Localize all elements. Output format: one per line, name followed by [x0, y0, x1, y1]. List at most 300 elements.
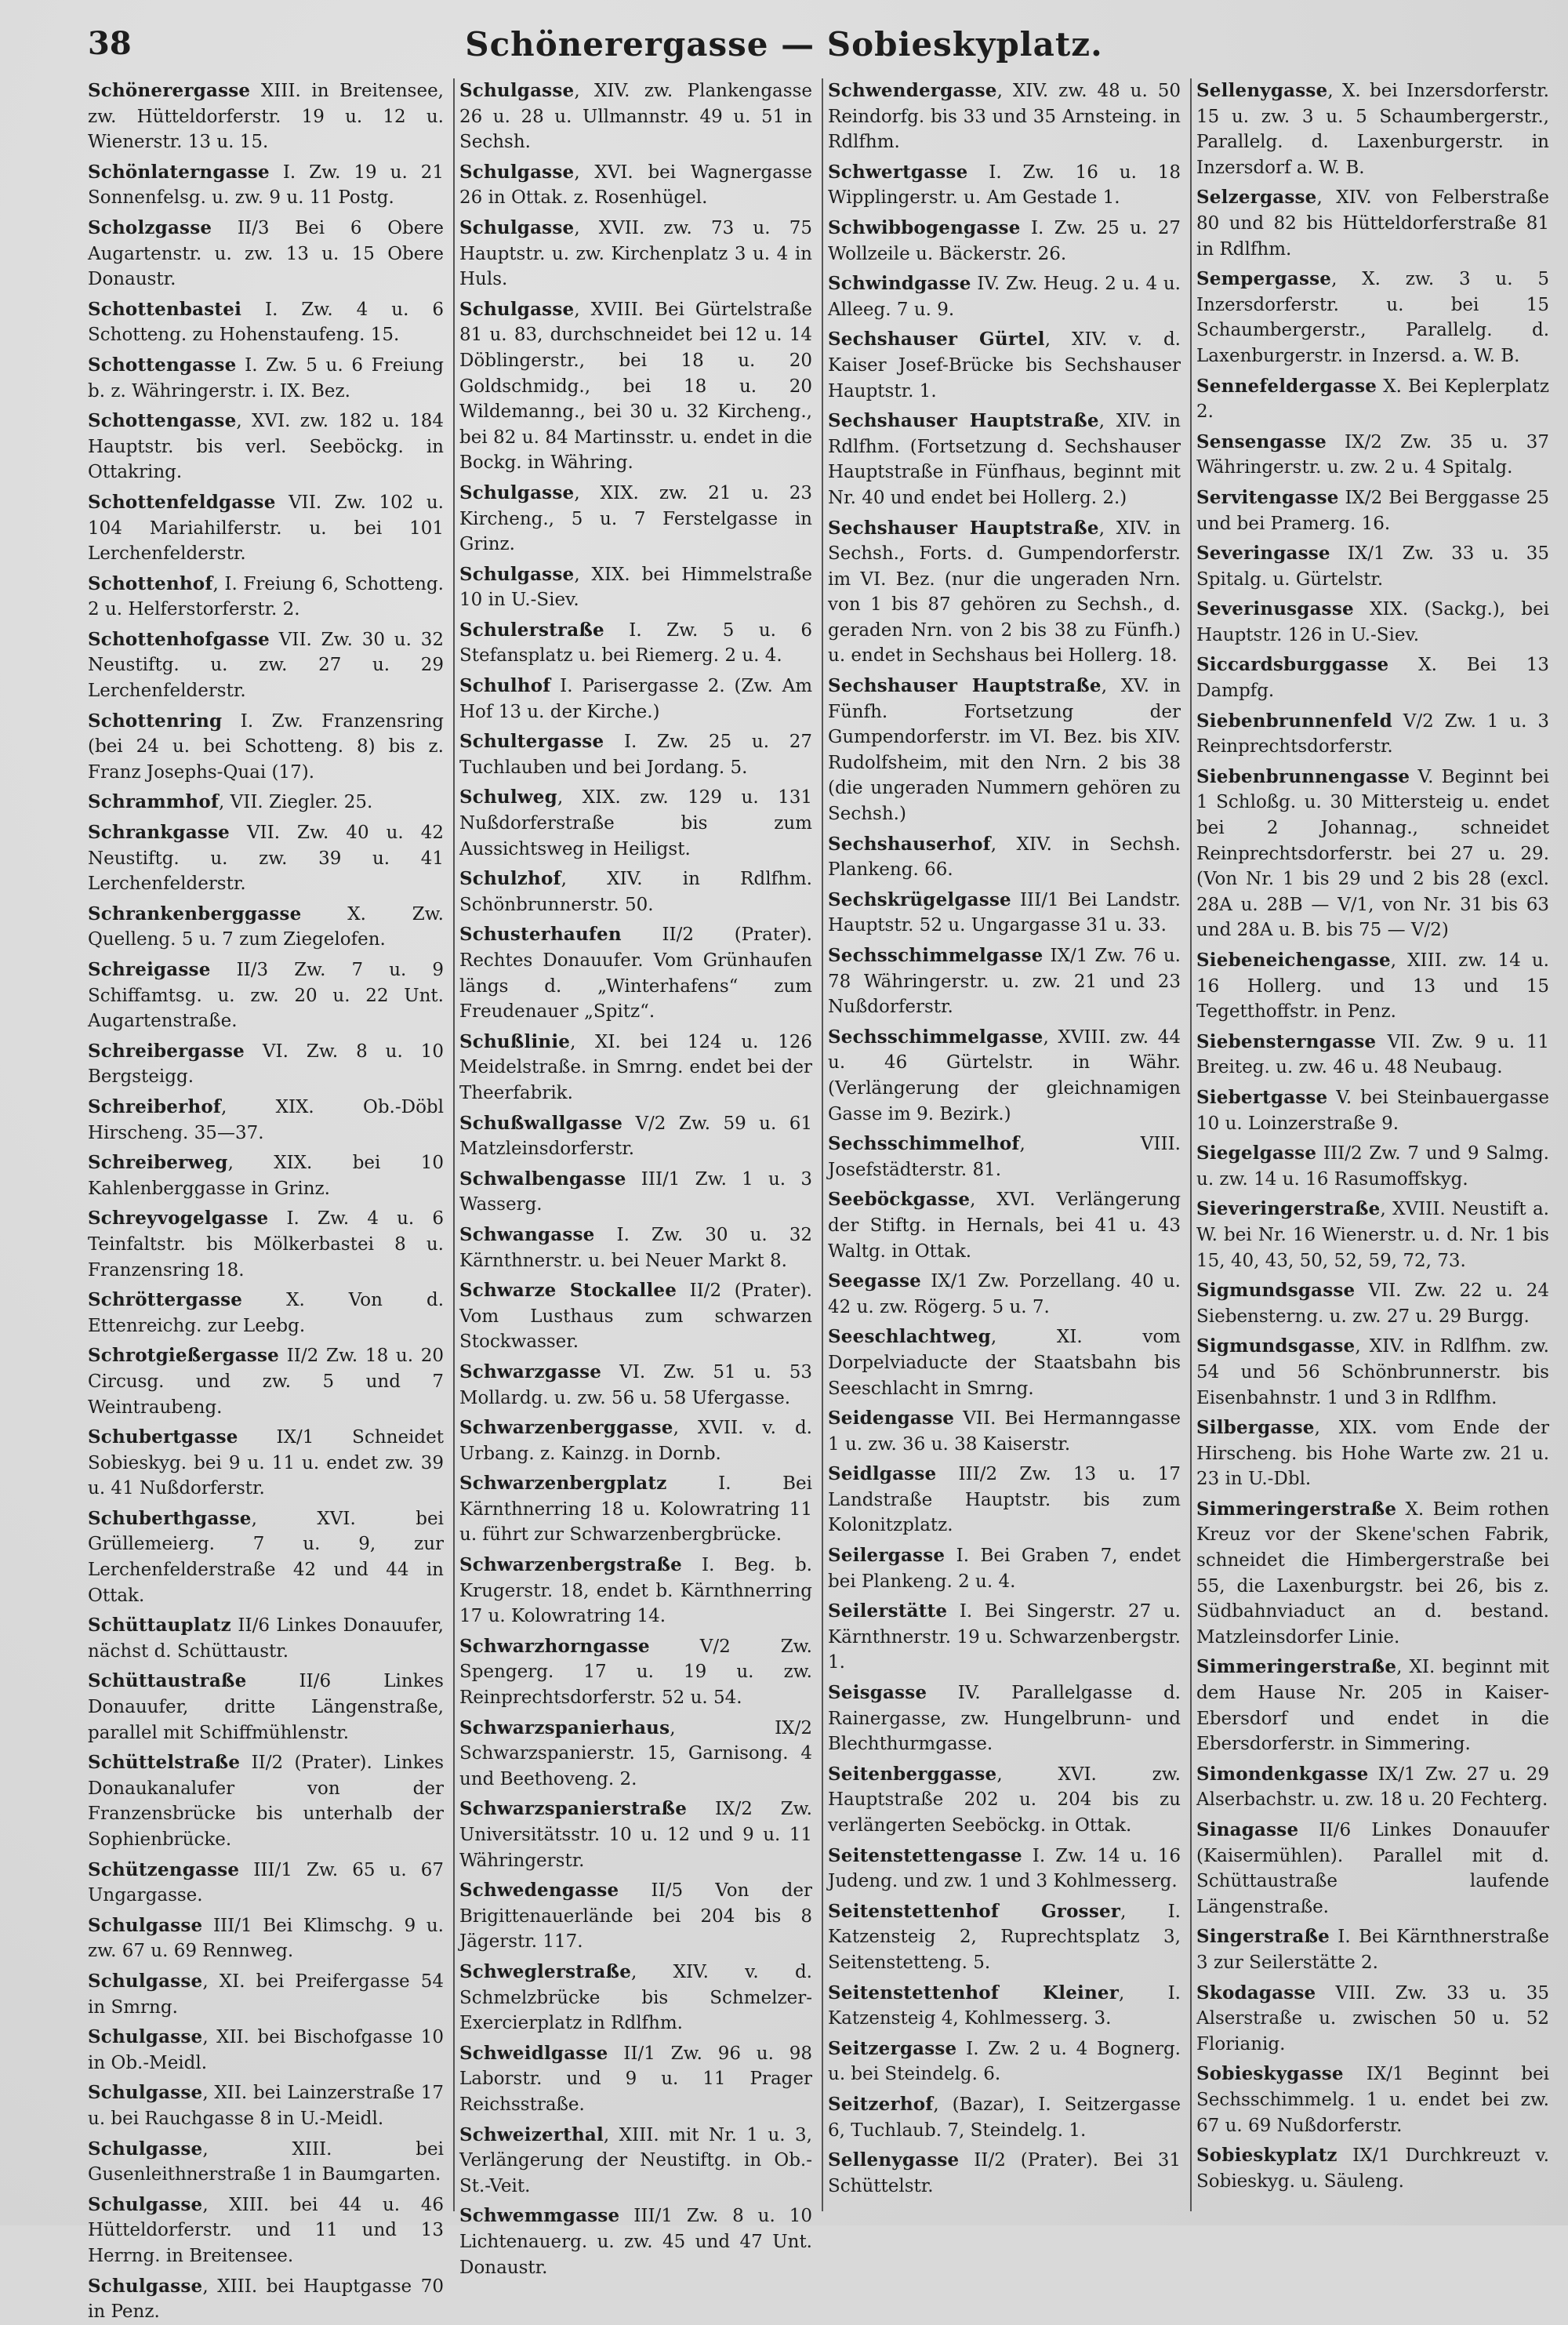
street-entry	[828, 409, 1181, 510]
street-name: Schweglerstraße	[459, 1960, 632, 1982]
street-name: Schreigasse	[88, 959, 211, 980]
street-description: I. Zw. 16 u. 18 Wipplingerstr. u. Am Gestade 1.	[828, 162, 1181, 209]
street-entry	[459, 674, 812, 725]
street-entry	[88, 1506, 444, 1608]
street-entry	[459, 78, 812, 155]
street-description: , I. Katzensteig 2, Ruprechtsplatz 3, Seitenstetteng. 5.	[828, 1901, 1181, 1973]
street-description: , X. bei Inzersdorferstr. 15 u. zw. 3 u. 5 Schaumbergerstr., Parallelg. d. Laxenburgerstr. in Inzersdorf a. W. B.	[1196, 81, 1549, 178]
street-description: V/2 Zw. Spengerg. 17 u. 19 u. zw. Reinprechtsdorferstr. 52 u. 54.	[459, 1636, 812, 1709]
street-name: Schulgasse	[459, 216, 575, 238]
street-description: , XII. bei Bischofgasse 10 in Ob.-Meidl.	[88, 2027, 444, 2073]
street-entry	[828, 1462, 1181, 1538]
street-name: Schulgasse	[459, 80, 575, 101]
street-description: VI. Zw. 51 u. 53 Mollardg. u. zw. 56 u. 58 Ufergasse.	[459, 1361, 812, 1408]
street-name: Schönlaterngasse	[88, 161, 270, 183]
street-entry	[1196, 2143, 1549, 2194]
street-entry	[828, 1324, 1181, 1401]
street-description: IX/2 Bei Berggasse 25 und bei Pramerg. 16.	[1196, 487, 1549, 534]
street-entry	[828, 2148, 1181, 2199]
street-description: , I. Katzensteig 4, Kohlmesserg. 3.	[828, 1982, 1181, 2029]
street-name: Schultergasse	[459, 731, 604, 753]
street-name: Schreyvogelgasse	[88, 1208, 269, 1230]
street-name: Schottenring	[88, 710, 223, 732]
street-entry	[459, 562, 812, 613]
street-entry	[459, 1878, 812, 1955]
street-name: Scholzgasse	[88, 216, 212, 238]
street-description: I. Zw. 4 u. 6 Teinfaltstr. bis Mölkerbastei 8 u. Franzensring 18.	[88, 1208, 444, 1281]
street-name: Schwindgasse	[828, 273, 971, 295]
street-name: Schottenhofgasse	[88, 628, 270, 650]
street-description: , XIX. bei 10 Kahlenberggasse in Grinz.	[88, 1153, 444, 1199]
street-description: VIII. Zw. 33 u. 35 Alserstraße u. zwischen 50 u. 52 Florianig.	[1196, 1982, 1549, 2054]
street-name: Schubertgasse	[88, 1426, 238, 1448]
street-entry	[1196, 1415, 1549, 1492]
street-name: Schulgasse	[459, 161, 575, 183]
street-description: , VII. Ziegler. 25.	[219, 792, 373, 813]
street-description: , XIX. vom Ende der Hirscheng. bis Hohe Warte zw. 21 u. 23 in U.-Dbl.	[1196, 1418, 1549, 1490]
street-description: I. Zw. 14 u. 16 Judeng. und zw. 1 und 3 Kohlmesserg.	[828, 1845, 1181, 1892]
street-name: Schwertgasse	[828, 161, 968, 183]
street-description: II/2 (Prater). Rechtes Donauufer. Vom Grünhaufen längs d. „Winterhafens“ zum Freudenauer „Spitz“.	[459, 925, 812, 1023]
street-description: II/6 Linkes Donauufer, nächst d. Schüttaustr.	[88, 1615, 444, 1662]
street-description: V/2 Zw. 59 u. 61 Matzleinsdorferstr.	[459, 1113, 812, 1160]
street-name: Schwibbogengasse	[828, 216, 1021, 238]
street-entry	[88, 2137, 444, 2188]
street-entry	[459, 297, 812, 476]
street-entry	[828, 1543, 1181, 1594]
street-description: II/1 Zw. 96 u. 98 Laborstr. und 9 u. 11 Prager Reichsstraße.	[459, 2043, 812, 2115]
street-description: , XVII. zw. 73 u. 75 Hauptstr. u. zw. Kirchenplatz 3 u. 4 in Huls.	[459, 217, 812, 290]
street-entry	[88, 572, 444, 623]
street-entry	[828, 160, 1181, 211]
street-description: I. Bei Singerstr. 27 u. Kärnthnerstr. 19 u. Schwarzenbergstr. 1.	[828, 1601, 1181, 1673]
street-description: , XI. vom Dorpelviaducte der Staatsbahn bis Seeschlacht in Smrng.	[828, 1327, 1181, 1399]
street-entry	[88, 490, 444, 567]
street-name: Schwangasse	[459, 1223, 595, 1245]
street-description: , XIX. bei Himmelstraße 10 in U.-Siev.	[459, 564, 812, 611]
street-entry	[459, 481, 812, 558]
street-entry	[1196, 1141, 1549, 1192]
street-description: IX/1 Beginnt bei Sechsschimmelg. 1 u. endet bei zw. 67 u. 69 Nußdorferstr.	[1196, 2064, 1549, 2136]
street-description: X. Bei 13 Dampfg.	[1196, 655, 1549, 702]
street-name: Schwarzspanierhaus	[459, 1717, 670, 1738]
street-entry	[1196, 1655, 1549, 1756]
street-description: V. Beginnt bei 1 Schloßg. u. 30 Mittersteig u. endet bei 2 Johannag., schneidet Reinprechtsdorferstr. bei 27 u. 29. (Von Nr. 1 bis 29 und 2 bis 28 (excl. 28A u. 28B — V/1, von Nr. 31 bis 63 und 28A u. B. bis 75 — V/2)	[1196, 766, 1549, 941]
street-name: Seilergasse	[828, 1545, 946, 1567]
street-name: Sennefeldergasse	[1196, 375, 1377, 397]
street-description: I. Zw. 25 u. 27 Wollzeile u. Bäckerstr. 26.	[828, 217, 1181, 264]
page-number: 38	[88, 25, 132, 62]
street-name: Schreiberhof	[88, 1095, 222, 1117]
street-entry	[1196, 652, 1549, 703]
street-description: , XVI. bei Wagnergasse 26 in Ottak. z. Rosenhügel.	[459, 162, 812, 209]
street-description: IX/1 Zw. 33 u. 35 Spitalg. u. Gürtelstr.	[1196, 543, 1549, 590]
street-entry	[459, 1360, 812, 1411]
street-name: Schwarzenbergplatz	[459, 1473, 667, 1495]
street-entry	[828, 1406, 1181, 1457]
street-name: Seisgasse	[828, 1682, 927, 1704]
street-description: , XIII. zw. 14 u. 16 Hollerg. und 13 und 15 Tegetthoffstr. in Penz.	[1196, 950, 1549, 1023]
street-entry	[88, 1206, 444, 1283]
street-name: Schußlinie	[459, 1030, 571, 1052]
street-entry	[828, 78, 1181, 155]
street-name: Seidlgasse	[828, 1463, 937, 1485]
street-entry	[88, 1150, 444, 1201]
street-name: Schottenfeldgasse	[88, 491, 276, 513]
street-entry	[459, 1167, 812, 1218]
street-description: III/2 Zw. 7 und 9 Salmg. u. zw. 14 u. 16 Rasumoffskyg.	[1196, 1143, 1549, 1190]
street-entry	[828, 216, 1181, 267]
street-name: Sobieskyplatz	[1196, 2145, 1338, 2167]
street-name: Schwarzhorngasse	[459, 1635, 650, 1657]
street-name: Schulweg	[459, 787, 557, 808]
street-description: , XVIII. zw. 44 u. 46 Gürtelstr. in Währ. (Verlängerung der gleichnamigen Gasse im 9. Bezirk.)	[828, 1026, 1181, 1124]
street-description: I. Zw. 19 u. 21 Sonnenfelsg. u. zw. 9 u. 11 Postg.	[88, 162, 444, 209]
street-entry	[828, 327, 1181, 404]
street-entry	[88, 353, 444, 404]
street-name: Seitenstettenhof Kleiner	[828, 1982, 1120, 2003]
street-description: IX/1 Zw. 27 u. 29 Alserbachstr. u. zw. 18 u. 20 Fechterg.	[1196, 1764, 1549, 1811]
street-name: Selzergasse	[1196, 187, 1317, 209]
street-name: Schüttauplatz	[88, 1615, 231, 1637]
street-description: I. Beg. b. Krugerstr. 18, endet b. Kärnthnerring 17 u. Kolowratring 14.	[459, 1555, 812, 1627]
street-entry	[459, 1278, 812, 1355]
street-entry	[1196, 1334, 1549, 1411]
street-entry	[828, 1899, 1181, 1976]
street-name: Schottengasse	[88, 354, 237, 376]
street-entry	[828, 2092, 1181, 2143]
street-entry	[88, 820, 444, 897]
street-name: Schüttelstraße	[88, 1752, 241, 1774]
street-name: Sellenygasse	[1196, 80, 1328, 101]
street-name: Seeböckgasse	[828, 1189, 971, 1211]
street-description: VII. Bei Hermanngasse 1 u. zw. 36 u. 38 Kaiserstr.	[828, 1408, 1181, 1455]
street-description: I. Bei Graben 7, endet bei Plankeng. 2 u. 4.	[828, 1546, 1181, 1592]
street-entry	[459, 1796, 812, 1873]
street-entry	[828, 516, 1181, 670]
street-name: Servitengasse	[1196, 486, 1339, 508]
street-name: Simondenkgasse	[1196, 1763, 1369, 1785]
street-entry	[1196, 1030, 1549, 1081]
street-entry	[88, 1343, 444, 1420]
street-description: , XIII. bei 44 u. 46 Hütteldorferstr. und 11 und 13 Herrng. in Breitensee.	[88, 2194, 444, 2266]
street-entry	[1196, 267, 1549, 369]
street-entry	[459, 785, 812, 862]
street-entry	[88, 957, 444, 1034]
street-name: Seitzerhof	[828, 2093, 934, 2115]
street-name: Schulgasse	[88, 2138, 203, 2160]
street-entry	[88, 78, 444, 155]
street-name: Schrankgasse	[88, 822, 230, 844]
street-entry	[828, 1132, 1181, 1182]
street-name: Schulgasse	[88, 1970, 203, 1992]
street-description: X. Zw. Quelleng. 5 u. 7 zum Ziegelofen.	[88, 903, 444, 950]
street-entry	[88, 1858, 444, 1909]
street-entry	[88, 160, 444, 211]
street-entry	[828, 1187, 1181, 1264]
street-name: Siebeneichengasse	[1196, 950, 1391, 971]
street-entry	[828, 1025, 1181, 1127]
street-name: Schulgasse	[88, 2082, 203, 2104]
street-name: Schulgasse	[459, 298, 575, 320]
street-entry	[828, 1844, 1181, 1895]
running-title: Schönerergasse — Sobieskyplatz.	[465, 25, 1103, 64]
street-name: Siccardsburggasse	[1196, 654, 1389, 676]
street-description: , XIV. in Rdlfhm. (Fortsetzung d. Sechshauser Hauptstraße in Fünfhaus, beginnt mit Nr. 40 und endet bei Hollerg. 2.)	[828, 411, 1181, 508]
street-name: Schwemmgasse	[459, 2205, 620, 2227]
street-entry	[1196, 1278, 1549, 1329]
street-name: Schwarzenbergstraße	[459, 1554, 682, 1576]
street-entry	[1196, 2062, 1549, 2138]
street-description: , XI. bei 124 u. 126 Meidelstraße. in Smrng. endet bei der Theerfabrik.	[459, 1031, 812, 1103]
street-description: , XVIII. Neustift a. W. bei Nr. 16 Wienerstr. u. d. Nr. 1 bis 15, 40, 43, 50, 52, 59, 72, 73.	[1196, 1199, 1549, 1271]
street-entry	[828, 888, 1181, 939]
street-description: , XIV. v. d. Schmelzbrücke bis Schmelzer-Exercierplatz in Rdlfhm.	[459, 1961, 812, 2034]
page-header	[0, 25, 1568, 72]
street-description: I. Bei Kärnthnerstraße 3 zur Seilerstätte 2.	[1196, 1927, 1549, 1973]
street-name: Schulgasse	[459, 481, 575, 503]
street-entry	[459, 1471, 812, 1548]
street-description: II/6 Linkes Donauufer, dritte Längenstraße, parallel mit Schiffmühlenstr.	[88, 1671, 444, 1743]
street-name: Schulgasse	[88, 2193, 203, 2215]
street-name: Schüttaustraße	[88, 1670, 247, 1692]
street-entry	[88, 1039, 444, 1090]
street-name: Schwalbengasse	[459, 1168, 626, 1190]
street-description: I. Parisergasse 2. (Zw. Am Hof 13 u. der Kirche.)	[459, 676, 812, 722]
street-entry	[1196, 1818, 1549, 1920]
street-description: I. Zw. 25 u. 27 Tuchlauben und bei Jordang. 5.	[459, 732, 812, 778]
street-description: , XIII. mit Nr. 1 u. 3, Verlängerung der Neustiftg. in Ob.-St.-Veit.	[459, 2124, 812, 2196]
street-description: , XIV. von Felberstraße 80 und 82 bis Hütteldorferstraße 81 in Rdlfhm.	[1196, 187, 1549, 260]
street-name: Schulhof	[459, 675, 551, 697]
street-entry	[828, 271, 1181, 322]
street-entry	[88, 2274, 444, 2325]
column-2	[453, 78, 812, 2278]
street-name: Schwendergasse	[828, 80, 997, 101]
street-name: Schwarzenberggasse	[459, 1417, 673, 1439]
street-entry	[88, 1613, 444, 1664]
street-entry	[828, 1269, 1181, 1320]
street-description: , (Bazar), I. Seitzergasse 6, Tuchlaub. 7, Steindelg. 1.	[828, 2094, 1181, 2141]
street-description: IX/1 Schneidet Sobieskyg. bei 9 u. 11 u. endet zw. 39 u. 41 Nußdorferstr.	[88, 1427, 444, 1499]
street-description: XIII. in Breitensee, zw. Hütteldorferstr. 19 u. 12 u. Wienerstr. 13 u. 15.	[88, 81, 444, 153]
columns	[85, 78, 1549, 2323]
street-name: Severingasse	[1196, 543, 1330, 565]
street-name: Schottengasse	[88, 410, 237, 432]
street-entry	[88, 790, 444, 816]
street-entry	[459, 160, 812, 211]
street-name: Simmeringerstraße	[1196, 1498, 1397, 1520]
street-name: Singerstraße	[1196, 1926, 1330, 1948]
street-description: , XIX. Ob.-Döbl Hirscheng. 35—37.	[88, 1096, 444, 1143]
street-entry	[459, 2123, 812, 2200]
street-entry	[1196, 485, 1549, 536]
street-name: Siebensterngasse	[1196, 1030, 1377, 1052]
street-entry	[1196, 374, 1549, 425]
street-entry	[88, 709, 444, 786]
street-name: Sieveringerstraße	[1196, 1198, 1381, 1220]
street-description: , XIX. zw. 129 u. 131 Nußdorferstraße bis zum Aussichtsweg in Heiligst.	[459, 787, 812, 859]
street-name: Sechsschimmelhof	[828, 1133, 1020, 1155]
street-entry	[1196, 948, 1549, 1025]
street-description: III/1 Zw. 8 u. 10 Lichtenauerg. u. zw. 45 und 47 Unt. Donaustr.	[459, 2206, 812, 2278]
street-description: , XI. beginnt mit dem Hause Nr. 205 in Kaiser-Ebersdorf und endet in die Ebersdorferstr. in Simmering.	[1196, 1657, 1549, 1755]
street-description: II/6 Linkes Donauufer (Kaisermühlen). Parallel mit d. Schüttaustraße laufende Längenstraße.	[1196, 1820, 1549, 1917]
street-description: , XIII. bei Gusenleithnerstraße 1 in Baumgarten.	[88, 2138, 444, 2185]
street-entry	[1196, 541, 1549, 592]
street-entry	[1196, 1762, 1549, 1813]
street-description: VII. Zw. 22 u. 24 Siebensterng. u. zw. 27 u. 29 Burgg.	[1196, 1281, 1549, 1327]
street-description: IX/2 Zw. 35 u. 37 Währingerstr. u. zw. 2 u. 4 Spitalg.	[1196, 431, 1549, 478]
street-entry	[88, 2025, 444, 2076]
street-description: II/2 (Prater). Bei 31 Schüttelstr.	[828, 2150, 1181, 2196]
street-entry	[88, 216, 444, 292]
street-name: Seitenstettengasse	[828, 1844, 1022, 1866]
street-entry	[1196, 597, 1549, 648]
street-entry	[459, 1415, 812, 1466]
street-entry	[459, 216, 812, 292]
street-name: Severinusgasse	[1196, 598, 1354, 620]
street-name: Schottenbastei	[88, 298, 242, 320]
street-description: IX/1 Zw. 76 u. 78 Währingerstr. u. zw. 21 und 23 Nußdorferstr.	[828, 946, 1181, 1018]
street-name: Seegasse	[828, 1270, 921, 1292]
street-name: Seitenstettenhof Grosser	[828, 1900, 1121, 1922]
street-name: Schwedengasse	[459, 1880, 619, 1902]
street-entry	[88, 409, 444, 485]
street-description: , XIV. in Rdlfhm. Schönbrunnerstr. 50.	[459, 869, 812, 915]
street-description: II/2 (Prater). Vom Lusthaus zum schwarzen Stockwasser.	[459, 1281, 812, 1353]
street-name: Sigmundsgasse	[1196, 1280, 1356, 1302]
street-entry	[1196, 1085, 1549, 1136]
street-entry	[828, 2036, 1181, 2087]
street-description: VII. Zw. 9 u. 11 Breiteg. u. zw. 46 u. 48 Neubaug.	[1196, 1031, 1549, 1078]
street-name: Sechshauserhof	[828, 833, 991, 855]
street-name: Sensengasse	[1196, 430, 1327, 452]
street-description: VII. Zw. 40 u. 42 Neustiftg. u. zw. 39 u. 41 Lerchenfelderstr.	[88, 823, 444, 895]
street-entry	[828, 674, 1181, 827]
street-name: Skodagasse	[1196, 1982, 1316, 2003]
street-entry	[459, 1716, 812, 1793]
street-name: Sechskrügelgasse	[828, 888, 1011, 910]
street-description: IX/1 Zw. Porzellang. 40 u. 42 u. zw. Rögerg. 5 u. 7.	[828, 1271, 1181, 1317]
street-name: Sobieskygasse	[1196, 2063, 1344, 2085]
street-entry	[459, 922, 812, 1024]
street-description: , I. Freiung 6, Schotteng. 2 u. Helferstorferstr. 2.	[88, 573, 444, 620]
street-name: Schußwallgasse	[459, 1112, 623, 1134]
column-1	[85, 78, 444, 2323]
street-description: III/1 Bei Klimschg. 9 u. zw. 67 u. 69 Rennweg.	[88, 1915, 444, 1962]
street-entry	[1196, 1497, 1549, 1651]
street-description: II/2 Zw. 18 u. 20 Circusg. und zw. 5 und 7 Weintraubeng.	[88, 1346, 444, 1418]
street-entry	[88, 1669, 444, 1746]
street-description: II/3 Bei 6 Obere Augartenstr. u. zw. 13 u. 15 Obere Donaustr.	[88, 217, 444, 290]
street-name: Sellenygasse	[828, 2149, 960, 2171]
street-description: , XI. bei Preifergasse 54 in Smrng.	[88, 1971, 444, 2018]
street-name: Sechshauser Hauptstraße	[828, 410, 1099, 432]
street-description: , XIV. in Sechsh. Plankeng. 66.	[828, 834, 1181, 881]
street-name: Schweidlgasse	[459, 2042, 608, 2064]
street-description: I. Zw. Franzensring (bei 24 u. bei Schotteng. 8) bis z. Franz Josephs-Quai (17).	[88, 710, 444, 783]
street-entry	[459, 1030, 812, 1106]
street-entry	[459, 2041, 812, 2118]
street-description: , IX/2 Schwarzspanierstr. 15, Garnisong. 4 und Beethoveng. 2.	[459, 1717, 812, 1789]
street-entry	[88, 1750, 444, 1852]
column-3	[822, 78, 1181, 2211]
street-description: , XVIII. Bei Gürtelstraße 81 u. 83, durchschneidet bei 12 u. 14 Döblingerstr., bei 18 u. 20 Goldschmidg., bei 18 u. 20 Wildemanng., bei 30 u. 32 Kircheng., bei 82 u. 84 Martinsstr. u. endet in die Bockg. in Währing.	[459, 299, 812, 474]
street-name: Schönerergasse	[88, 80, 251, 101]
street-description: III/1 Bei Landstr. Hauptstr. 52 u. Ungargasse 31 u. 33.	[828, 889, 1181, 936]
street-description: VI. Zw. 8 u. 10 Bergsteigg.	[88, 1041, 444, 1088]
street-name: Sempergasse	[1196, 268, 1332, 290]
street-name: Schulgasse	[88, 2026, 203, 2048]
street-description: III/1 Zw. 1 u. 3 Wasserg.	[459, 1168, 812, 1215]
street-entry	[459, 1111, 812, 1162]
street-entry	[459, 1222, 812, 1273]
column-4	[1190, 78, 1549, 2211]
street-entry	[88, 902, 444, 953]
street-description: , XIX. zw. 21 u. 23 Kircheng., 5 u. 7 Ferstelgasse in Grinz.	[459, 482, 812, 555]
street-name: Schulgasse	[88, 2275, 203, 2297]
street-name: Schreibergasse	[88, 1040, 245, 1062]
street-entry	[1196, 765, 1549, 943]
street-description: , XIV. in Sechsh., Forts. d. Gumpendorferstr. im VI. Bez. (nur die ungeraden Nrn. von 1 bis 87 gehören zu Sechsh., d. geraden Nrn. von 2 bis 38 zu Fünfh.) u. endet in Sechshaus bei Hollerg. 18.	[828, 518, 1181, 667]
street-entry	[828, 1599, 1181, 1676]
street-description: , XVII. v. d. Urbang. z. Kainzg. in Dornb.	[459, 1418, 812, 1464]
street-description: , VIII. Josefstädterstr. 81.	[828, 1134, 1181, 1180]
street-description: , XIV. in Rdlfhm. zw. 54 und 56 Schönbrunnerstr. bis Eisenbahnstr. 1 und 3 in Rdlfhm.	[1196, 1336, 1549, 1408]
street-description: , XVI. zw. Hauptstraße 202 u. 204 bis zu verlängerten Seeböckg. in Ottak.	[828, 1764, 1181, 1836]
street-name: Sinagasse	[1196, 1819, 1299, 1840]
street-description: III/2 Zw. 13 u. 17 Landstraße Hauptstr. bis zum Kolonitzplatz.	[828, 1464, 1181, 1536]
street-entry	[88, 297, 444, 348]
street-name: Seilerstätte	[828, 1600, 948, 1622]
street-description: , XIV. v. d. Kaiser Josef-Brücke bis Sechshauser Hauptstr. 1.	[828, 329, 1181, 401]
street-description: X. Von d. Ettenreichg. zur Leebg.	[88, 1290, 444, 1336]
street-description: , XVI. zw. 182 u. 184 Hauptstr. bis verl. Seeböckg. in Ottakring.	[88, 411, 444, 483]
street-entry	[828, 1680, 1181, 1757]
street-description: I. Zw. 5 u. 6 Stefansplatz u. bei Riemerg. 2 u. 4.	[459, 619, 812, 667]
street-description: , XIV. zw. Plankengasse 26 u. 28 u. Ullmannstr. 49 u. 51 in Sechsh.	[459, 81, 812, 153]
street-description: V. bei Steinbauergasse 10 u. Loinzerstraße 9.	[1196, 1087, 1549, 1134]
street-description: V/2 Zw. 1 u. 3 Reinprechtsdorferstr.	[1196, 710, 1549, 757]
street-entry	[88, 627, 444, 704]
street-name: Seitzergasse	[828, 2037, 957, 2059]
street-description: IX/1 Durchkreuzt v. Sobieskyg. u. Säuleng.	[1196, 2145, 1549, 2192]
street-description: IX/2 Zw. Universitätsstr. 10 u. 12 und 9 u. 11 Währingerstr.	[459, 1799, 812, 1871]
street-entry	[828, 832, 1181, 883]
street-description: X. Bei Keplerplatz 2.	[1196, 376, 1549, 423]
street-description: , XII. bei Lainzerstraße 17 u. bei Rauchgasse 8 in U.-Meidl.	[88, 2083, 444, 2129]
street-name: Simmeringerstraße	[1196, 1656, 1397, 1678]
street-name: Sechsschimmelgasse	[828, 1026, 1044, 1048]
street-name: Sigmundsgasse	[1196, 1335, 1356, 1357]
street-name: Schrotgießergasse	[88, 1345, 280, 1367]
street-entry	[1196, 1924, 1549, 1975]
street-name: Siebenbrunnenfeld	[1196, 710, 1392, 732]
street-entry	[88, 1969, 444, 2020]
street-name: Seidengasse	[828, 1408, 955, 1430]
street-name: Sechshauser Hauptstraße	[828, 517, 1099, 539]
street-name: Sechshauser Gürtel	[828, 329, 1045, 351]
street-description: , XVI. bei Grüllemeierg. 7 u. 9, zur Lerchenfelderstraße 42 und 44 in Ottak.	[88, 1508, 444, 1606]
street-entry	[459, 618, 812, 669]
street-description: III/1 Zw. 65 u. 67 Ungargasse.	[88, 1859, 444, 1906]
street-description: II/3 Zw. 7 u. 9 Schiffamtsg. u. zw. 20 u. 22 Unt. Augartenstraße.	[88, 960, 444, 1032]
street-name: Schrankenberggasse	[88, 903, 302, 925]
street-name: Seeschlachtweg	[828, 1326, 991, 1348]
street-description: , X. zw. 3 u. 5 Inzersdorferstr. u. bei 15 Schaumbergerstr., Parallelg. d. Laxenburgerstr. in Inzersd. a. W. B.	[1196, 269, 1549, 366]
street-entry	[88, 1095, 444, 1146]
